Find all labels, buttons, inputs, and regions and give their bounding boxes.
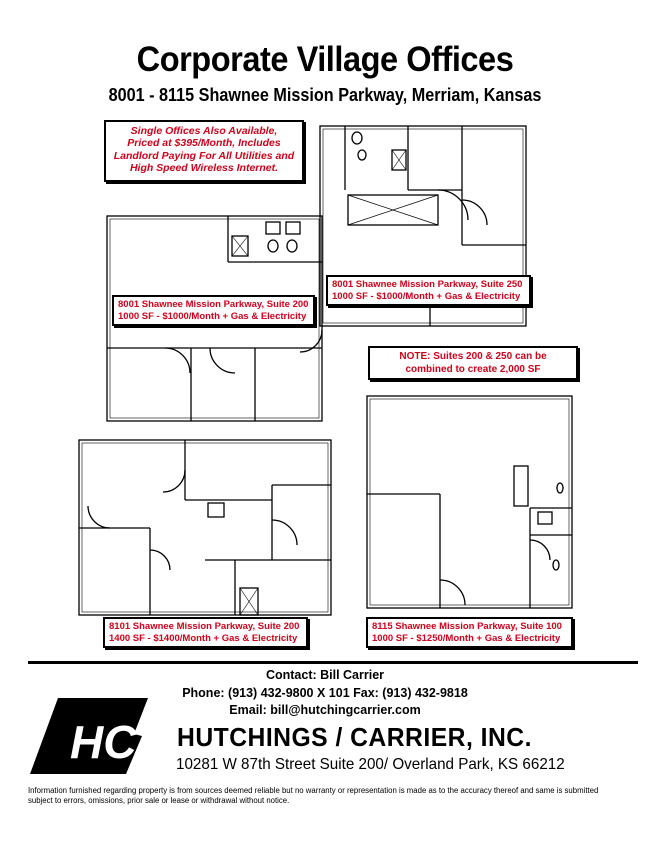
promo-line: High Speed Wireless Internet.	[129, 162, 279, 175]
promo-line: Single Offices Also Available,	[130, 125, 278, 137]
suite-details: 1000 SF - $1000/Month + Gas & Electricity	[118, 310, 307, 322]
suite-100-8115-label	[366, 617, 573, 648]
suite-200-8001-label	[112, 295, 315, 326]
page-title: Corporate Village Offices	[136, 40, 514, 79]
contact-email: Email: bill@hutchingcarrier.com	[229, 703, 421, 717]
suite-250-label	[326, 275, 531, 306]
logo-text: HC	[70, 716, 137, 768]
suite-details: 1400 SF - $1400/Month + Gas & Electricity	[109, 632, 298, 644]
contact-name: Contact: Bill Carrier	[265, 668, 385, 682]
suite-address: 8001 Shawnee Mission Parkway, Suite 250	[332, 279, 523, 290]
floor-plan-suite-200-8101	[79, 440, 331, 615]
note-box	[368, 346, 578, 380]
suite-details: 1000 SF - $1250/Month + Gas & Electricity	[372, 632, 561, 644]
suite-address: 8001 Shawnee Mission Parkway, Suite 200	[118, 299, 309, 310]
suite-address: 8115 Shawnee Mission Parkway, Suite 100	[372, 621, 562, 632]
suite-address: 8101 Shawnee Mission Parkway, Suite 200	[109, 621, 300, 632]
promo-line: Priced at $395/Month, Includes	[127, 137, 281, 150]
contact-phone: Phone: (913) 432-9800 X 101 Fax: (913) 432-9818	[182, 686, 468, 700]
promo-line: Landlord Paying For All Utilities and	[113, 149, 295, 162]
floor-plan-suite-100-8115	[367, 396, 572, 608]
note-line: combined to create 2,000 SF	[405, 363, 541, 375]
company-logo	[30, 696, 150, 776]
company-address: 10281 W 87th Street Suite 200/ Overland Park, KS 66212	[176, 756, 565, 773]
page-subtitle: 8001 - 8115 Shawnee Mission Parkway, Merriam, Kansas	[108, 85, 542, 105]
divider	[28, 661, 638, 664]
disclaimer: Information furnished regarding property is from sources deemed reliable but no warranty or representation is made as to the accuracy thereof and same is submitted subject to errors, omissions, prior sale or lease or withdrawal without notice.	[28, 786, 599, 805]
suite-details: 1000 SF - $1000/Month + Gas & Electricity	[332, 290, 521, 302]
promo-box	[104, 120, 304, 182]
suite-200-8101-label	[103, 617, 308, 648]
note-line: NOTE: Suites 200 & 250 can be	[399, 351, 547, 362]
company-name: HUTCHINGS / CARRIER, INC.	[177, 722, 532, 752]
